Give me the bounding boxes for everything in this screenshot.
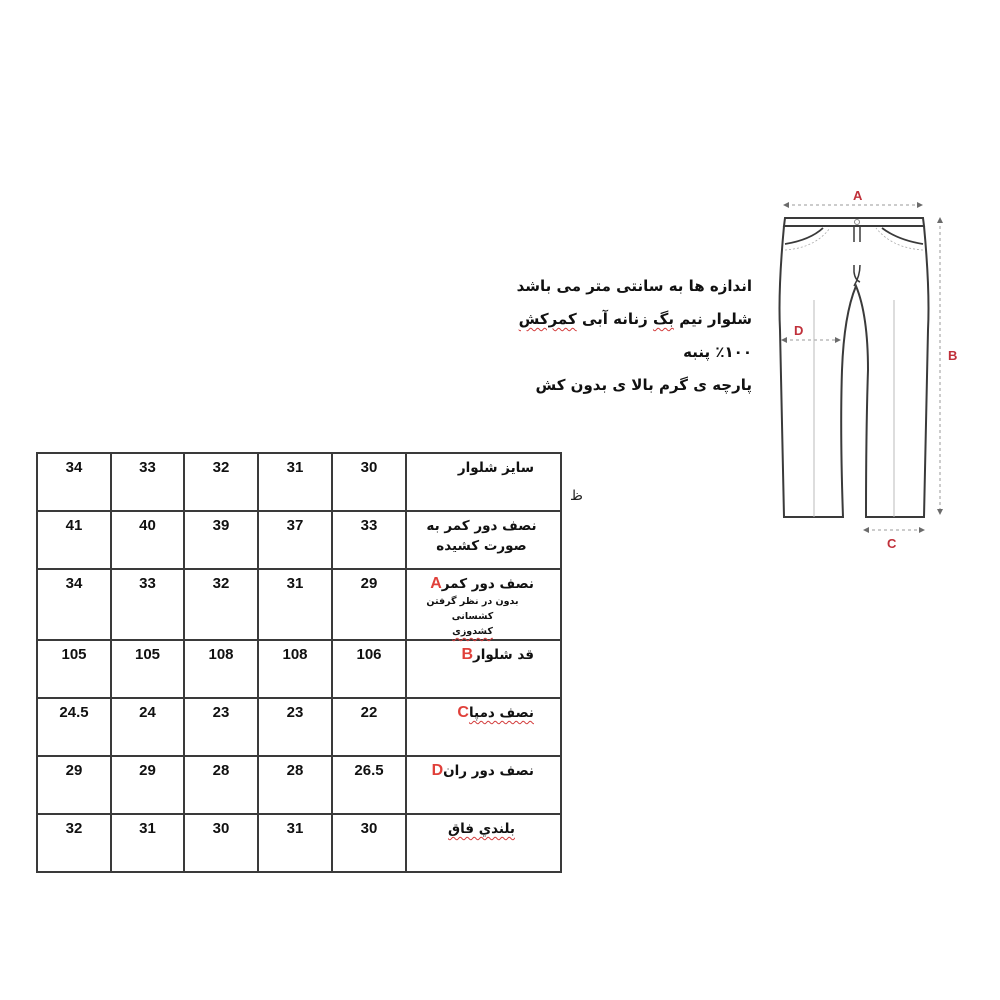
pants-measurement-diagram (760, 180, 980, 560)
table-cell: 40 (111, 511, 184, 569)
table-row-hem (37, 698, 561, 756)
note-product-name-flagged: بگ (652, 310, 674, 328)
row-label-text: نصف دور کمر (441, 576, 534, 592)
row-label-length (406, 640, 561, 698)
measure-mark-B: B (461, 646, 473, 663)
table-cell: 31 (258, 569, 332, 640)
label-D: D (794, 323, 804, 338)
product-notes (492, 278, 752, 410)
table-cell: 31 (258, 453, 332, 511)
note-units: اندازه ها به سانتی متر می باشد (516, 277, 752, 295)
table-cell: 32 (184, 453, 258, 511)
table-cell: 29 (111, 756, 184, 814)
row-label-note: کشدوزی (452, 626, 493, 637)
table-cell: 32 (37, 814, 111, 872)
table-row-half-waist (37, 569, 561, 640)
row-label-text: نصف دور کمر به صورت کشیده (426, 518, 537, 554)
table-cell: 106 (332, 640, 406, 698)
table-row-stretched-waist (37, 511, 561, 569)
row-label-text: نصف دور ران (443, 763, 534, 779)
table-row-thigh (37, 756, 561, 814)
table-cell: 24 (111, 698, 184, 756)
size-chart-table (36, 452, 562, 873)
table-cell: 32 (184, 569, 258, 640)
row-label-text: نصف دمپا (468, 705, 534, 721)
table-cell: 26.5 (332, 756, 406, 814)
table-cell: 105 (37, 640, 111, 698)
table-cell: 39 (184, 511, 258, 569)
table-cell: 34 (37, 453, 111, 511)
table-cell: 105 (111, 640, 184, 698)
table-cell: 28 (184, 756, 258, 814)
pants-outline-icon (760, 180, 980, 560)
row-label-rise (406, 814, 561, 872)
table-cell: 108 (184, 640, 258, 698)
table-cell: 41 (37, 511, 111, 569)
row-label-half-waist (406, 569, 561, 640)
row-label-text: بلندي فاق (448, 821, 515, 837)
table-cell: 31 (111, 814, 184, 872)
label-A: A (853, 188, 863, 203)
table-row-size (37, 453, 561, 511)
table-cell: 33 (111, 569, 184, 640)
label-C: C (887, 536, 897, 551)
table-cell: 34 (37, 569, 111, 640)
note-fabric: پارچه ی گرم بالا ی بدون کش (535, 376, 752, 394)
table-cell: 23 (258, 698, 332, 756)
table-cell: 28 (258, 756, 332, 814)
table-cell: 30 (332, 453, 406, 511)
table-cell: 29 (332, 569, 406, 640)
note-product-name-part: شلوار نیم (673, 310, 752, 328)
row-label-stretched-waist (406, 511, 561, 569)
row-label-thigh (406, 756, 561, 814)
row-label-size (406, 453, 561, 511)
measure-mark-A: A (430, 575, 442, 592)
measure-mark-D: D (431, 762, 444, 779)
stray-character: ظ (570, 488, 583, 504)
note-product-name (492, 311, 752, 327)
label-B: B (948, 348, 958, 363)
row-label-hem (406, 698, 561, 756)
table-cell: 37 (258, 511, 332, 569)
note-product-name-flagged: کمرکش (518, 310, 577, 328)
table-cell: 33 (111, 453, 184, 511)
table-cell: 31 (258, 814, 332, 872)
table-cell: 29 (37, 756, 111, 814)
row-label-text: قد شلوار (473, 647, 534, 663)
table-cell: 30 (184, 814, 258, 872)
note-material: ٪۱۰۰ پنبه (683, 343, 752, 361)
table-row-rise (37, 814, 561, 872)
table-cell: 33 (332, 511, 406, 569)
table-cell: 30 (332, 814, 406, 872)
table-cell: 108 (258, 640, 332, 698)
table-cell: 23 (184, 698, 258, 756)
note-product-name-part: زنانه آبی (576, 310, 653, 328)
measure-mark-C: C (457, 704, 469, 721)
table-cell: 22 (332, 698, 406, 756)
row-label-note: بدون در نظر گرفتن کشسانی (426, 596, 519, 622)
row-label-text: سایز شلوار (457, 460, 534, 476)
table-row-length (37, 640, 561, 698)
table-cell: 24.5 (37, 698, 111, 756)
